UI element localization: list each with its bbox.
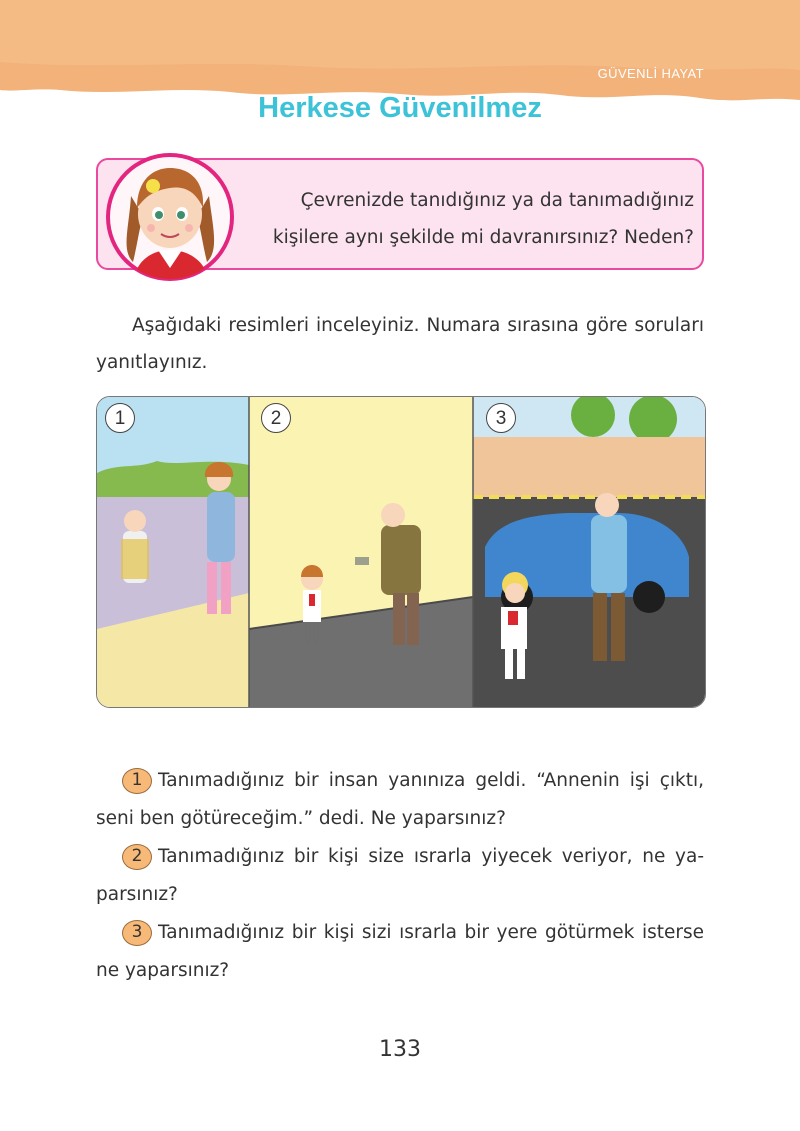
question-box-text	[248, 182, 694, 256]
question-text: Tanımadığınız bir kişi sizi ısrarla bir yere götürmek isterse ne yaparsınız?	[96, 922, 704, 981]
scene-2	[249, 397, 473, 708]
question-number-badge: 2	[122, 844, 152, 870]
question-number-badge: 3	[122, 920, 152, 946]
page-title: Herkese Güvenilmez	[258, 92, 542, 124]
picture-number-2: 2	[261, 403, 291, 433]
question-line-1: Çevrenizde tanıdığınız ya da tanımadığınız	[300, 190, 694, 211]
scene-3	[473, 397, 706, 708]
scene-illustrations	[97, 397, 706, 708]
question-text: Tanımadığınız bir insan yanınıza geldi. “Annenin işi çıktı, seni ben götüreceğim.” dedi. Ne yaparsınız?	[96, 770, 704, 829]
scene-1	[97, 397, 249, 708]
question-number-badge: 1	[122, 768, 152, 794]
instruction-text: Aşağıdaki resimleri inceleyiniz. Numara sırasına göre soruları yanıtlayınız.	[96, 315, 704, 373]
section-label: GÜVENLİ HAYAT	[597, 66, 704, 81]
question-item	[96, 914, 704, 990]
picture-number-3: 3	[486, 403, 516, 433]
question-list	[96, 762, 704, 990]
question-line-2: kişilere aynı şekilde mi davranırsınız? Neden?	[272, 227, 694, 248]
question-item	[96, 762, 704, 838]
pictures-panel	[96, 396, 706, 708]
girl-avatar	[103, 150, 237, 284]
page-number: 133	[379, 1037, 421, 1062]
question-item	[96, 838, 704, 914]
picture-number-1: 1	[105, 403, 135, 433]
question-text: Tanımadığınız bir kişi size ısrarla yiyecek veriyor, ne ya-parsınız?	[96, 846, 704, 905]
